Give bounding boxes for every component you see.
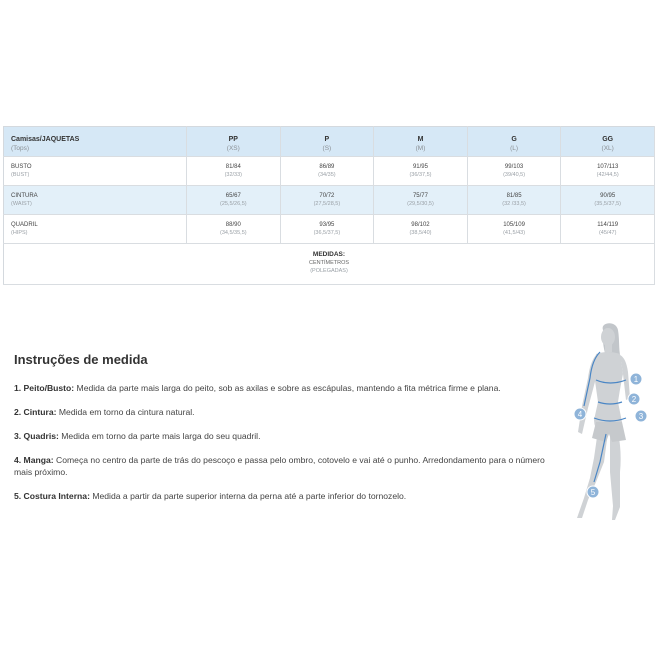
- marker-4: [574, 408, 586, 420]
- table-cell: [561, 186, 655, 215]
- size-sublabel: (M): [415, 145, 426, 152]
- value-cm: 91/95: [412, 164, 428, 170]
- instruction-term: 1. Peito/Busto:: [14, 383, 75, 393]
- category-label: Camisas/JAQUETAS: [11, 136, 80, 143]
- row-sublabel: (WAIST): [11, 201, 32, 207]
- table-cell: [374, 215, 468, 244]
- table-cell: [561, 157, 655, 186]
- units-in: (POLEGADAS): [310, 268, 348, 274]
- header-category: [4, 127, 187, 157]
- size-chart-table: [3, 126, 655, 285]
- value-in: (32 /33,5): [502, 201, 526, 207]
- value-in: (35,5/37,5): [594, 201, 621, 207]
- value-in: (39/40,5): [503, 172, 526, 178]
- row-label: QUADRIL: [11, 222, 38, 228]
- row-label: BUSTO: [11, 164, 32, 170]
- value-in: (36,5/37,5): [313, 230, 341, 236]
- value-cm: 90/95: [600, 193, 616, 199]
- value-in: (34,5/35,5): [219, 230, 247, 236]
- value-in: (32/33): [224, 172, 243, 178]
- value-cm: 98/102: [411, 222, 430, 228]
- value-cm: 105/109: [503, 222, 525, 228]
- instructions-title: Instruções de medida: [14, 352, 148, 367]
- marker-label: 4: [577, 410, 583, 419]
- table-cell: [187, 215, 281, 244]
- header-size-p: [280, 127, 374, 157]
- instructions-list: [14, 382, 564, 502]
- table-cell: [561, 215, 655, 244]
- table-cell: [374, 157, 468, 186]
- value-in: (42/44,5): [596, 172, 619, 178]
- marker-label: 2: [631, 395, 637, 404]
- row-sublabel: (BUST): [11, 172, 30, 178]
- marker-label: 1: [633, 375, 639, 384]
- table-row-hips: [4, 215, 655, 244]
- table-cell: [187, 186, 281, 215]
- instruction-text: Medida da parte mais larga do peito, sob as axilas e sobre as escápulas, mantendo a fita métrica firme e plana.: [74, 383, 501, 393]
- table-cell: [280, 186, 374, 215]
- table-cell: [187, 157, 281, 186]
- instruction-waist: [14, 406, 564, 418]
- instruction-hips: [14, 430, 564, 442]
- value-cm: 81/85: [506, 193, 522, 199]
- value-cm: 107/113: [597, 164, 619, 170]
- size-label: M: [417, 136, 424, 143]
- row-label-cell: [4, 186, 187, 215]
- table-header-row: [4, 127, 655, 157]
- value-cm: 93/95: [319, 222, 335, 228]
- instruction-text: Começa no centro da parte de trás do pescoço e passa pelo ombro, cotovelo e vai até o punho. Arredondamento para o número mais próximo.: [14, 455, 545, 477]
- size-label: GG: [602, 136, 614, 143]
- row-label-cell: [4, 157, 187, 186]
- size-sublabel: (XS): [226, 145, 240, 152]
- table-row-bust: [4, 157, 655, 186]
- header-size-m: [374, 127, 468, 157]
- size-label: G: [511, 136, 517, 143]
- body-silhouette: [560, 322, 660, 527]
- table-footer-row: [4, 244, 655, 285]
- row-label: CINTURA: [11, 193, 38, 199]
- table-cell: [280, 157, 374, 186]
- category-sublabel: (Tops): [11, 145, 30, 152]
- value-in: (45/47): [598, 230, 617, 236]
- units-legend: [4, 244, 655, 285]
- instruction-term: 5. Costura Interna:: [14, 491, 90, 501]
- silhouette-shape: [577, 323, 630, 520]
- table-cell: [467, 157, 561, 186]
- table-row-waist: [4, 186, 655, 215]
- value-in: (34/35): [318, 172, 336, 178]
- value-cm: 88/90: [225, 222, 241, 228]
- instruction-bust: [14, 382, 564, 394]
- instruction-term: 4. Manga:: [14, 455, 54, 465]
- instruction-text: Medida em torno da cintura natural.: [56, 407, 195, 417]
- instruction-sleeve: [14, 454, 564, 478]
- size-label: PP: [228, 136, 238, 143]
- value-cm: 81/84: [225, 164, 241, 170]
- header-size-gg: [561, 127, 655, 157]
- value-in: (27,5/28,5): [313, 201, 341, 207]
- instruction-term: 2. Cintura:: [14, 407, 57, 417]
- measurement-instructions: [14, 352, 564, 514]
- instruction-text: Medida em torno da parte mais larga do seu quadril.: [58, 431, 261, 441]
- table-cell: [467, 186, 561, 215]
- size-label: P: [324, 136, 330, 143]
- instruction-text: Medida a partir da parte superior interna da perna até a parte inferior do tornozelo.: [89, 491, 407, 501]
- units-title: MEDIDAS:: [312, 251, 346, 258]
- value-cm: 86/89: [319, 164, 335, 170]
- table-cell: [374, 186, 468, 215]
- size-sublabel: (XL): [601, 145, 614, 152]
- value-in: (29,5/30,5): [407, 201, 434, 207]
- table-cell: [467, 215, 561, 244]
- marker-1: [630, 373, 642, 385]
- size-sublabel: (S): [322, 145, 332, 152]
- value-cm: 75/77: [412, 193, 428, 199]
- value-in: (36/37,5): [409, 172, 432, 178]
- marker-3: [635, 410, 647, 422]
- value-in: (38,5/40): [409, 230, 432, 236]
- value-cm: 65/67: [225, 193, 241, 199]
- units-cm: CENTÍMETROS: [308, 260, 350, 266]
- marker-label: 3: [638, 412, 644, 421]
- body-measurement-figure: [560, 322, 660, 527]
- value-in: (25,5/26,5): [219, 201, 247, 207]
- marker-5: [587, 486, 599, 498]
- marker-2: [628, 393, 640, 405]
- value-in: (41,5/43): [503, 230, 526, 236]
- value-cm: 99/103: [504, 164, 524, 170]
- header-size-pp: [187, 127, 281, 157]
- row-sublabel: (HIPS): [11, 230, 28, 236]
- value-cm: 114/119: [597, 222, 619, 228]
- instruction-inseam: [14, 490, 564, 502]
- value-cm: 70/72: [319, 193, 335, 199]
- row-label-cell: [4, 215, 187, 244]
- marker-label: 5: [590, 488, 596, 497]
- header-size-g: [467, 127, 561, 157]
- instruction-term: 3. Quadris:: [14, 431, 59, 441]
- table-cell: [280, 215, 374, 244]
- size-sublabel: (L): [510, 145, 519, 152]
